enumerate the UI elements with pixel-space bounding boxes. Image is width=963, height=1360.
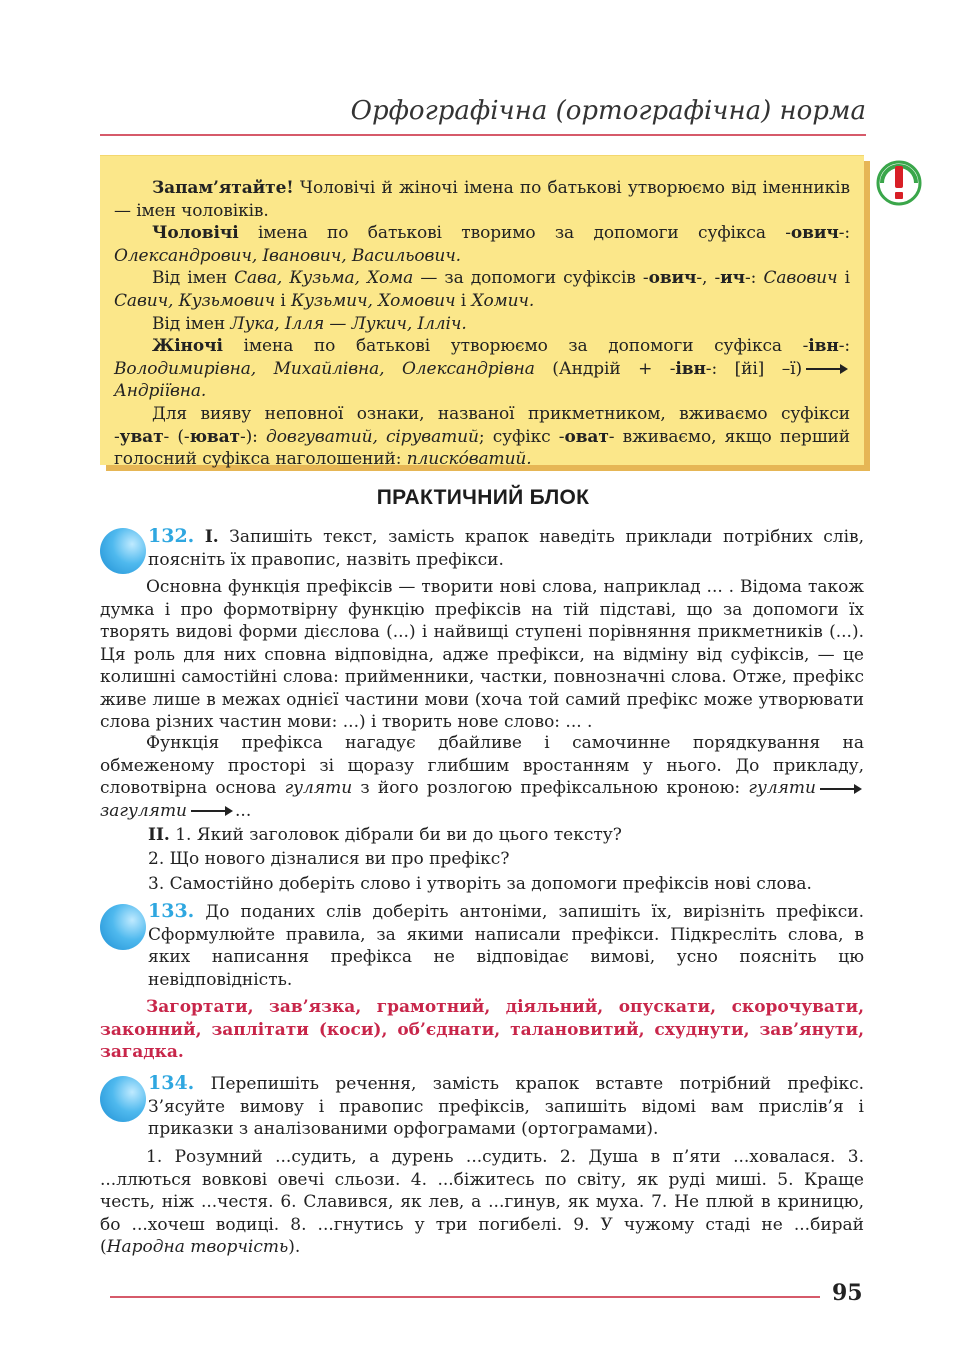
rule-box bbox=[100, 155, 864, 470]
footer-divider bbox=[110, 1296, 820, 1298]
exercise-132-task: 132. І. Запишіть текст, замість крапок наведіть приклади потрібних слів, поясніть їх правопис, назвіть префікси. bbox=[148, 525, 865, 570]
exercise-bullet-icon bbox=[100, 1076, 146, 1122]
rule-line-3: Від імен Сава, Кузьма, Хома — за допомоги суфіксів -ович-, -ич-: Савович і Савич, Кузьмович і Кузьмич, Хомович і Хомич. bbox=[114, 268, 850, 311]
exercise-132-question-1: ІІ. 1. Який заголовок дібрали би ви до цього тексту? bbox=[148, 825, 622, 845]
exercise-bullet-icon bbox=[100, 528, 146, 574]
rule-line-5: Жіночі імена по батькові утворюємо за допомоги суфікса -івн-: Володимирівна, Михайлівна, Олександрівна (Андрій + -івн-: [йі] –ї)Андріївна. bbox=[114, 336, 850, 402]
rule-line-2: Чоловічі імена по батькові творимо за допомоги суфікса -ович-: Олександрович, Іванович, Васильович. bbox=[114, 223, 850, 266]
page-number: 95 bbox=[832, 1280, 863, 1306]
section-title: ПРАКТИЧНИЙ БЛОК bbox=[376, 486, 590, 509]
header-divider bbox=[100, 134, 866, 136]
exercise-132-paragraph-2: Функція префікса нагадує дбайливе і самочинне порядкування на обмеженому просторі зі щоразу глибшим вростанням у нього. До прикладу, словотвірна основа гуляти з його розлогою префіксальною кроною: гулятизагуляти ... bbox=[100, 733, 864, 821]
rule-line-6: Для вияву неповної ознаки, названої прикметником, вживаємо суфікси -уват- (-юват-): довгуватий, сіруватий; суфікс -оват- вживаємо, якщо перший голосний суфікса наголошений: плискóватий. bbox=[114, 403, 851, 470]
rule-line-1: Запам’ятайте! Чоловічі й жіночі імена по батькові утворюємо від іменників — імен чоловіків. bbox=[114, 178, 850, 221]
page-header-title: Орфографічна (ортографічна) норма bbox=[350, 96, 866, 126]
exercise-133-task: 133. До поданих слів доберіть антоніми, запишіть їх, вирізніть префікси. Сформулюйте правила, за якими написали префікси. Підкресліть слова, в яких написання префікса не відповідає вимові, усно поясніть цю невідповідність. bbox=[148, 900, 865, 990]
rule-line-4: Від імен Лука, Ілля — Лукич, Ілліч. bbox=[152, 313, 467, 334]
exercise-bullet-icon bbox=[100, 904, 146, 950]
exercise-134-text: 1. Розумний ...судить, а дурень ...судить. 2. Душа в п’яти ...ховалася. 3. ...ллються вовкові овечі сльози. 4. ...біжитесь по світу, як руді миші. 5. Краще честь, ніж ...честя. 6. Славився, як лев, а ...гинув, як муха. 7. Не плюй в криницю, бо ...хочеш водиці. 8. ...гнутись у три погибелі. 9. У чужому стаді не ...бирай (Народна творчість). bbox=[100, 1147, 864, 1257]
exercise-134-task: 134. Перепишіть речення, замість крапок вставте потрібний префікс. З’ясуйте вимову і правопис префіксів, запишіть відомі вам прислів’я і приказки з аналізованими орфограмами (ортограмами). bbox=[148, 1072, 864, 1139]
exercise-132-question-3: 3. Самостійно доберіть слово і утворіть за допомоги префіксів нові слова. bbox=[148, 874, 812, 894]
exercise-132-paragraph-1: Основна функція префіксів — творити нові слова, наприклад ... . Відома також думка і про формотвірну функцію префіксів на тій підставі, що за допомоги їх творять видові форми дієслова (...) і найвищі ступені порівняння прикметників (...). Ця роль для них сповна відповідна, адже префікси, на відміну від суфіксів, — це колишні самостійні слова: прийменники, частки, повнозначні слова. Отже, префікс живе лише в межах однієї частини мови (хоча той самий префікс може утворювати слова різних частин мови: ...) і творить нове слово: ... . bbox=[100, 577, 864, 732]
exercise-132-question-2: 2. Що нового дізналися ви про префікс? bbox=[148, 849, 510, 869]
exclamation-icon bbox=[876, 160, 922, 206]
exercise-133-words: Загортати, зав’язка, грамотний, діяльний, опускати, скорочувати, законний, заплітати (коси), об’єднати, талановитий, схуднути, зав’янути, загадка. bbox=[100, 997, 864, 1062]
